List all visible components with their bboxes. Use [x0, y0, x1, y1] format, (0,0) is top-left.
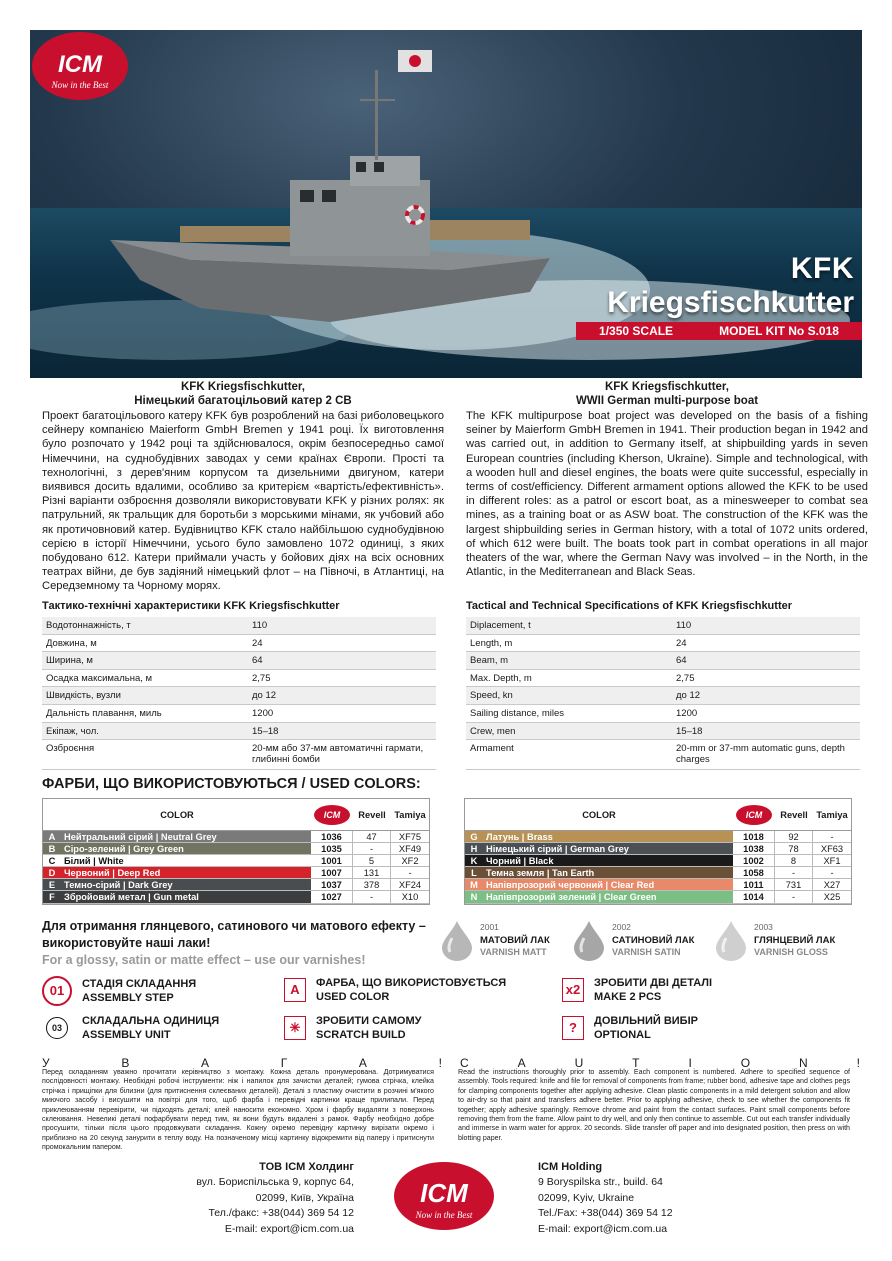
scale-label: 1/350 SCALE	[599, 324, 674, 338]
spec-value: 20-mm or 37-mm automatic guns, depth charges	[676, 743, 845, 766]
spec-value: 64	[252, 655, 263, 667]
color-letter: N	[465, 891, 483, 902]
tamiya-code: XF75	[398, 831, 422, 842]
legend-item	[284, 1014, 421, 1042]
col-icm-header	[311, 804, 353, 826]
caution-letter: A	[517, 1056, 526, 1070]
legend-label-en: ASSEMBLY UNIT	[82, 1029, 171, 1041]
icm-code: 1035	[311, 843, 353, 854]
color-row	[465, 831, 851, 843]
spec-value: 2,75	[676, 672, 695, 684]
varnish-item	[572, 920, 712, 962]
legend-text	[316, 1014, 421, 1042]
caution-letter: I	[688, 1056, 692, 1070]
color-table-header	[465, 799, 851, 831]
svg-text:ICM: ICM	[58, 51, 102, 78]
color-name: Збройовий метал | Gun metal	[61, 891, 311, 902]
scale-bar	[576, 322, 862, 340]
color-row	[465, 867, 851, 879]
tamiya-code: X25	[823, 892, 841, 903]
spec-value: 24	[676, 637, 687, 649]
spec-row	[42, 705, 436, 723]
model-kit-number: MODEL KIT No S.018	[719, 324, 839, 338]
spec-value: 64	[676, 655, 687, 667]
spec-key: Ширина, м	[46, 655, 93, 667]
phone-uk: Тел./факс: +38(044) 369 54 12	[208, 1207, 354, 1220]
revell-code: 5	[353, 855, 391, 866]
hero-image	[30, 30, 862, 378]
color-letter: A	[43, 831, 61, 842]
spec-key: Екіпаж, чол.	[46, 725, 99, 737]
svg-text:Now in the Best: Now in the Best	[51, 80, 109, 90]
revell-code: -	[353, 843, 391, 854]
caution-letter: Г	[280, 1056, 288, 1070]
spec-key: Length, m	[470, 637, 513, 649]
varnish-name-en: VARNISH SATIN	[612, 947, 681, 957]
varnish-item	[714, 920, 854, 962]
legend-text	[82, 977, 196, 1005]
varnish-drop-icon	[572, 920, 606, 962]
tamiya-code: -	[830, 831, 834, 842]
spec-value: 1200	[676, 707, 698, 719]
spec-row	[42, 670, 436, 688]
revell-code: -	[353, 891, 391, 902]
spec-key: Crew, men	[470, 725, 516, 737]
spec-row	[42, 652, 436, 670]
spec-key: Max. Depth, m	[470, 672, 532, 684]
colors-heading: ФАРБИ, ЩО ВИКОРИСТОВУЮТЬСЯ / USED COLORS:	[42, 776, 421, 792]
email-en[interactable]: E-mail: export@icm.com.ua	[538, 1222, 668, 1235]
spec-row	[42, 635, 436, 653]
revell-code: 8	[775, 855, 813, 866]
color-name: Напівпрозорий зелений | Clear Green	[483, 891, 733, 902]
svg-text:ICM: ICM	[420, 1178, 468, 1208]
spec-key: Beam, m	[470, 655, 509, 667]
revell-code: 731	[775, 879, 813, 890]
heading-uk-1: KFK Kriegsfischkutter,	[181, 381, 305, 393]
caution-text-uk: Перед складанням уважно прочитати керівництво з монтажу. Кожна деталь пронумерована. Дотримуватися послідовності монтажу. Необхідні робочі інструменти: ніж і напилок для зачистки деталей; гумова стрічка, клейка стрічка і прищіпки для білизни (для притиснення склеєваних деталей). Деталі з пластику очистити в розчині м'якого миючого засобу і висушити на повітрі для того, щоб фарба і перевідні картинки краще прилипали. Перед приклеюванням перевірити, чи підходять деталі; клей наносити економно. Хром і фарбу видаляти з поверхонь склеювання. Невеликі деталі пофарбувати перед тим, як вони будуть видалені з рамок. Фарбу необхідно добре просушити, тільки після цього продовжувати складання. Кожну окремо перевідну картинку вирізати окремо і приблизно на 20 секунд занурити в теплу воду. На позначеному місці картинку відокремити від паперу і притиснути промокальним папером.	[42, 1068, 434, 1152]
spec-key: Водотоннажність, т	[46, 620, 131, 631]
spec-value: 20-мм або 37-мм автоматичні гармати, глибинні бомби	[252, 743, 424, 766]
color-name: Білий | White	[61, 855, 311, 866]
spec-row	[42, 723, 436, 741]
address-en-line2: 02099, Kyiv, Ukraine	[538, 1191, 635, 1204]
color-name: Чорний | Black	[483, 855, 733, 866]
icm-code: 1014	[733, 891, 775, 902]
address-en	[538, 1160, 673, 1237]
color-row	[465, 855, 851, 867]
caution-letter: !	[438, 1056, 442, 1070]
heading-en-2: WWII German multi-purpose boat	[575, 395, 759, 407]
legend-text	[594, 1014, 698, 1042]
email-uk[interactable]: E-mail: export@icm.com.ua	[224, 1222, 354, 1235]
legend-label-uk: ФАРБА, ЩО ВИКОРИСТОВУЄТЬСЯ	[316, 977, 507, 989]
col-color-header: COLOR	[160, 809, 194, 820]
spec-row	[466, 617, 860, 635]
varnish-uk-line2: використовуйте наші лаки!	[42, 936, 211, 950]
spec-key: Осадка максимальна, м	[46, 672, 153, 684]
legend-label-en: SCRATCH BUILD	[316, 1029, 406, 1041]
color-row	[43, 843, 429, 855]
icm-code: 1038	[733, 843, 775, 854]
title-name: Kriegsfischkutter	[607, 286, 854, 319]
address-uk-line2: 02099, Київ, Україна	[255, 1191, 354, 1204]
color-letter: B	[43, 843, 61, 854]
svg-text:Now in the Best: Now in the Best	[415, 1210, 473, 1220]
color-table-left	[42, 798, 430, 905]
varnish-en-line: For a glossy, satin or matte effect – use our varnishes!	[42, 953, 366, 967]
icm-logo-bottom	[392, 1158, 496, 1238]
body-en: The KFK multipurpose boat project was developed on the basis of a fishing seiner by Maierform GmbH Bremen in 1941. Their production began in 1942 and was carried out, in addition to Germany itself, at shipbuilding yards in seven European countries (including Kherson, Ukraine). Simple and technological, with a wooden hull and diesel engines, the boats were quite successful, especially in terms of cost/efficiency. Different armament options allowed the KFK to be used in different roles: as a patrol or escort boat, as a minesweeper to combat sea mines, as a training boat or as ASW boat. The construction of the KFK was the largest shipbuilding series in German history, with a total of 1072 units ordered, of which 612 were built. The boats took part in combat operations in all major theaters of the war, where the German Navy was involved – in the North, in the Atlantic, in the Mediterranean and Black Seas.	[466, 410, 868, 579]
icm-code: 1037	[311, 879, 353, 890]
legend-label-uk: ЗРОБИТИ САМОМУ	[316, 1015, 422, 1027]
spec-title-en: Tactical and Technical Specifications of KFK Kriegsfischkutter	[466, 600, 793, 612]
legend-text	[82, 1014, 219, 1042]
color-letter: G	[465, 831, 483, 842]
tamiya-code: X10	[401, 892, 419, 903]
color-table-header	[43, 799, 429, 831]
legend-label-uk: СТАДІЯ СКЛАДАННЯ	[82, 978, 197, 990]
spec-value: 110	[676, 620, 692, 631]
spec-key: Diplacement, t	[470, 620, 531, 631]
tamiya-code: -	[408, 867, 412, 878]
address-en-line1: 9 Boryspilska str., build. 64	[538, 1176, 663, 1189]
color-row	[465, 879, 851, 891]
color-letter: L	[465, 867, 483, 878]
heading-uk-2: Німецький багатоцільовий катер 2 СВ	[134, 395, 352, 407]
body-uk: Проект багатоцільового катеру KFK був розроблений на базі риболовецького сейнеру компанією Maierform GmbH Bremen у 1941 році. Їх виготовлення було розпочато у 1942 році та здійснювалося, окрім безпосередньо самої Німеччини, на суднобудівних заводах у семи країнах Європи. Прості та технологічні, з дерев'яним корпусом та дизельними двигуном, катери виявився досить вдалими, особливо за критерієм «вартість/ефективність». Різні варіанти озброєння дозволяли використовувати KFK у різних ролях: як патрульний, як тральщик для боротьби з морськими мінами, як учбовий або як протичовновий катер. Будівництво KFK стало найбільшою суднобудівною серією в історії Німеччини, усього було замовлено 1072 одиниці, з яких побудовано 612. Катери приймали участь у бойових діях на всіх основних театрах війни, де був задіяний німецький флот – на Півночі, в Атлантиці, на Середземному та Чорному морях.	[42, 410, 444, 593]
legend-item	[42, 976, 196, 1006]
caution-letter: U	[574, 1056, 584, 1070]
icm-code: 1011	[733, 879, 775, 890]
legend-text	[594, 976, 712, 1004]
legend-label-uk: ДОВІЛЬНИЙ ВИБІР	[594, 1015, 698, 1027]
color-name: Темно-сірий | Dark Grey	[61, 879, 311, 890]
tamiya-code: XF24	[398, 879, 422, 890]
spec-table-en	[466, 617, 860, 770]
spec-row	[466, 670, 860, 688]
caution-letter: T	[632, 1056, 640, 1070]
varnish-code: 2003	[754, 922, 773, 932]
color-name: Німецький сірий | German Grey	[483, 843, 733, 854]
assembly-step-icon: 01	[42, 976, 72, 1006]
spec-value: 15–18	[252, 725, 279, 737]
color-row	[465, 891, 851, 903]
spec-row	[466, 652, 860, 670]
legend-item	[42, 1014, 219, 1042]
col-icm-header	[733, 804, 775, 826]
caution-letter: !	[856, 1056, 860, 1070]
heading-en-1: KFK Kriegsfischkutter,	[605, 381, 729, 393]
spec-key: Швидкість, вузли	[46, 690, 121, 702]
spec-table-uk	[42, 617, 436, 770]
spec-value: 15–18	[676, 725, 703, 737]
color-row	[43, 879, 429, 891]
icm-column-logo	[735, 804, 773, 826]
caution-text-en: Read the instructions thoroughly prior to assembly. Each component is numbered. Adhere to specified sequence of assembly. Tools required: knife and file for removal of components from frame; rubber bond, adhesive tape and clothes pegs for clamping components together after applying adhesive. Clean plastic components in a mild detergent solution and allow to air-dry so that paint and transfers adhere better. Prior to applying adhesive, check to see whether the components fit together; apply adhesive sparingly. Remove chrome and paint from the contact surfaces. Paint small components before removing them from the frame. Allow paint to dry well, and only then continue to assemble. Cut out each transfer individually and immerse in warm water for approx. 20 seconds. Slide transfer off paper and into designated position, then press on with blotting paper.	[458, 1068, 850, 1142]
color-row	[43, 867, 429, 879]
spec-value: 1200	[252, 707, 274, 719]
tamiya-code: -	[830, 867, 834, 878]
caution-letter: А	[358, 1056, 367, 1070]
spec-value: 110	[252, 620, 268, 631]
tamiya-code: XF2	[401, 855, 419, 866]
spec-row	[466, 723, 860, 741]
spec-value: 2,75	[252, 672, 271, 684]
legend-label-uk: ЗРОБИТИ ДВІ ДЕТАЛІ	[594, 977, 713, 989]
spec-value: до 12	[252, 690, 277, 702]
color-letter: H	[465, 843, 483, 854]
tamiya-code: XF49	[398, 843, 422, 854]
color-letter: K	[465, 855, 483, 866]
color-letter: E	[43, 879, 61, 890]
color-row	[43, 855, 429, 867]
description-uk	[42, 380, 444, 594]
legend-label-en: USED COLOR	[316, 991, 390, 1003]
optional-icon: ?	[562, 1016, 584, 1040]
svg-text:ICM: ICM	[745, 809, 763, 820]
icm-logo-top	[30, 30, 130, 108]
color-name: Темна земля | Tan Earth	[483, 867, 733, 878]
scratch-build-icon: ✳	[284, 1016, 306, 1040]
col-tamiya-header: Tamiya	[394, 809, 426, 820]
assembly-unit-icon: 03	[46, 1017, 68, 1039]
icm-code: 1002	[733, 855, 775, 866]
legend-label-en: ASSEMBLY STEP	[82, 992, 174, 1004]
color-letter: M	[465, 879, 483, 890]
varnish-uk-line1: Для отримання глянцевого, сатинового чи матового ефекту –	[42, 919, 426, 933]
col-tamiya-header: Tamiya	[816, 809, 848, 820]
company-en: ICM Holding	[538, 1161, 603, 1173]
legend-item	[562, 1014, 698, 1042]
varnish-name-en: VARNISH GLOSS	[754, 947, 828, 957]
varnish-name-uk: ГЛЯНЦЕВИЙ ЛАК	[754, 935, 836, 946]
spec-key: Дальність плавання, миль	[46, 707, 162, 719]
color-table-right	[464, 798, 852, 905]
spec-row	[42, 740, 436, 770]
revell-code: 92	[775, 831, 813, 842]
phone-en: Tel./Fax: +38(044) 369 54 12	[538, 1207, 673, 1220]
color-row	[43, 891, 429, 903]
caution-letter: А	[201, 1056, 210, 1070]
spec-key: Speed, kn	[470, 690, 513, 702]
caution-letter: C	[460, 1056, 469, 1070]
icm-code: 1058	[733, 867, 775, 878]
revell-code: 378	[353, 879, 391, 890]
color-name: Сіро-зелений | Grey Green	[61, 843, 311, 854]
address-uk	[196, 1160, 354, 1237]
icm-code: 1036	[311, 831, 353, 842]
spec-key: Довжина, м	[46, 637, 97, 649]
spec-title-uk: Тактико-технічні характеристики KFK Kriegsfischkutter	[42, 600, 340, 612]
revell-code: 131	[353, 867, 391, 878]
color-name: Нейтральний сірий | Neutral Grey	[61, 831, 311, 842]
icm-code: 1007	[311, 867, 353, 878]
icm-code: 1027	[311, 891, 353, 902]
spec-row	[466, 740, 860, 770]
legend-text	[316, 976, 506, 1004]
varnish-code: 2002	[612, 922, 631, 932]
spec-row	[466, 687, 860, 705]
color-row	[43, 831, 429, 843]
color-letter: C	[43, 855, 61, 866]
legend-item	[562, 976, 712, 1004]
spec-row	[466, 705, 860, 723]
spec-key: Sailing distance, miles	[470, 707, 564, 719]
revell-code: 78	[775, 843, 813, 854]
spec-value: до 12	[676, 690, 701, 702]
tamiya-code: XF63	[820, 843, 844, 854]
address-uk-line1: вул. Бориспільська 9, корпус 64,	[196, 1176, 354, 1189]
color-name: Червоний | Deep Red	[61, 867, 311, 878]
company-uk: ТОВ ICM Холдинг	[259, 1161, 354, 1173]
legend-label-uk: СКЛАДАЛЬНА ОДИНИЦЯ	[82, 1015, 220, 1027]
color-name: Напівпрозорий червоний | Clear Red	[483, 879, 733, 890]
caution-letter: В	[121, 1056, 130, 1070]
make-two-icon: x2	[562, 978, 584, 1002]
description-en	[466, 380, 868, 579]
used-color-icon: A	[284, 978, 306, 1002]
color-letter: D	[43, 867, 61, 878]
icm-column-logo	[313, 804, 351, 826]
col-color-header: COLOR	[582, 809, 616, 820]
spec-row	[466, 635, 860, 653]
spec-row	[42, 617, 436, 635]
col-revell-header: Revell	[358, 809, 386, 820]
varnish-text	[42, 918, 426, 969]
revell-code: -	[775, 891, 813, 902]
revell-code: 47	[353, 831, 391, 842]
color-letter: F	[43, 891, 61, 902]
legend-label-en: OPTIONAL	[594, 1029, 651, 1041]
varnish-code: 2001	[480, 922, 499, 932]
spec-key: Armament	[470, 743, 514, 755]
spec-row	[42, 687, 436, 705]
tamiya-code: XF1	[823, 855, 841, 866]
col-revell-header: Revell	[780, 809, 808, 820]
legend-item	[284, 976, 506, 1004]
varnish-drop-icon	[714, 920, 748, 962]
caution-letter: N	[799, 1056, 808, 1070]
varnish-drop-icon	[440, 920, 474, 962]
icm-code: 1018	[733, 831, 775, 842]
spec-value: 24	[252, 637, 263, 649]
varnish-item	[440, 920, 580, 962]
icm-code: 1001	[311, 855, 353, 866]
svg-text:ICM: ICM	[323, 809, 341, 820]
spec-key: Озброєння	[46, 743, 95, 755]
caution-letter: O	[740, 1056, 751, 1070]
title-block	[607, 252, 854, 320]
varnish-name-uk: САТИНОВИЙ ЛАК	[612, 935, 695, 946]
legend-label-en: MAKE 2 PCS	[594, 991, 662, 1003]
tamiya-code: X27	[823, 879, 841, 890]
varnish-name-uk: МАТОВИЙ ЛАК	[480, 935, 550, 946]
caution-letter: У	[42, 1056, 50, 1070]
varnish-name-en: VARNISH MATT	[480, 947, 547, 957]
color-row	[465, 843, 851, 855]
color-name: Латунь | Brass	[483, 831, 733, 842]
revell-code: -	[775, 867, 813, 878]
title-kfk: KFK	[790, 252, 854, 285]
